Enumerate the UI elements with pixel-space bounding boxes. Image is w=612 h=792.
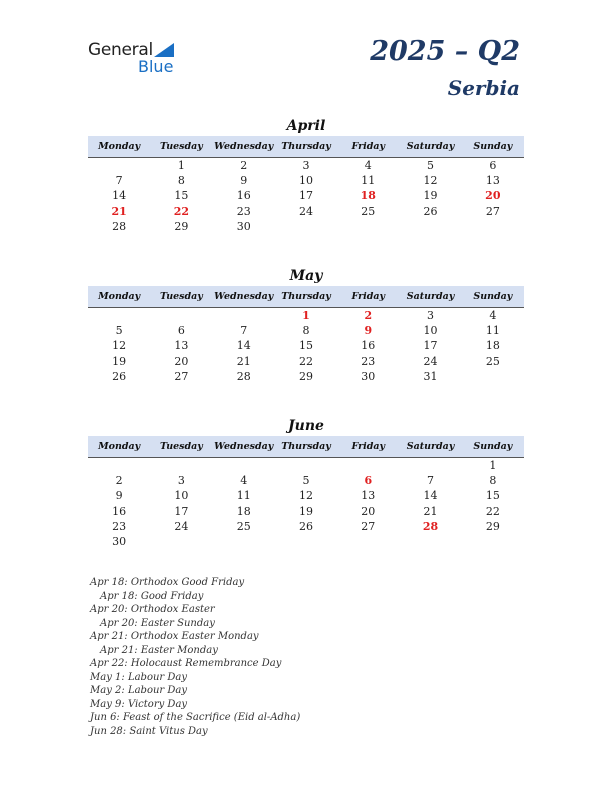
month-calendar-may (88, 266, 524, 384)
holiday-note: Apr 21: Orthodox Easter Monday (90, 631, 259, 642)
day-cell: 25 (485, 354, 500, 368)
day-cell: 26 (112, 369, 127, 383)
weekday-label: Thursday (281, 291, 331, 302)
holiday-day-cell: 6 (364, 474, 373, 488)
day-cell: 3 (427, 309, 435, 323)
weekday-label: Friday (351, 291, 386, 302)
holiday-note: Apr 22: Holocaust Remembrance Day (90, 658, 282, 669)
month-calendar-april (88, 116, 524, 234)
holiday-notes (90, 576, 490, 738)
page-title: 2025 – Q2 (370, 36, 520, 67)
logo-triangle-icon (154, 43, 174, 57)
day-cell: 7 (115, 174, 123, 188)
day-cell: 18 (236, 504, 251, 518)
holiday-note: Apr 20: Easter Sunday (100, 617, 215, 629)
day-cell: 7 (427, 474, 435, 488)
week-row (88, 219, 524, 234)
weekday-label: Wednesday (214, 141, 274, 152)
week-row (88, 158, 524, 173)
day-cell: 27 (174, 369, 189, 383)
day-cell: 11 (236, 489, 251, 503)
weekday-label: Monday (98, 291, 141, 302)
week-row (88, 519, 524, 534)
day-cell: 10 (298, 174, 313, 188)
holiday-note: Jun 6: Feast of the Sacrifice (Eid al-Adha) (90, 712, 301, 723)
holiday-note: Apr 18: Orthodox Good Friday (90, 577, 245, 588)
day-cell: 24 (298, 204, 313, 218)
day-cell: 12 (298, 489, 313, 503)
holiday-day-cell: 1 (302, 309, 310, 323)
day-cell: 30 (112, 535, 127, 549)
holiday-note: May 1: Labour Day (90, 671, 187, 683)
week-row (88, 534, 524, 549)
weekday-label: Wednesday (214, 291, 274, 302)
holiday-day-cell: 21 (111, 204, 127, 218)
day-cell: 19 (298, 504, 313, 518)
day-cell: 20 (361, 504, 376, 518)
month-name: May (289, 268, 323, 284)
weekday-label: Tuesday (160, 291, 203, 302)
holiday-note: Jun 28: Saint Vitus Day (90, 725, 208, 737)
weekday-label: Tuesday (160, 141, 203, 152)
weekday-label: Sunday (473, 441, 513, 452)
logo-text-blue: Blue (138, 57, 174, 76)
day-cell: 30 (236, 219, 251, 233)
day-cell: 28 (236, 369, 251, 383)
week-row (88, 369, 524, 384)
day-cell: 30 (361, 369, 376, 383)
day-cell: 16 (361, 339, 376, 353)
day-cell: 5 (302, 474, 310, 488)
day-cell: 20 (174, 354, 189, 368)
weekday-label: Monday (98, 441, 141, 452)
day-cell: 16 (112, 504, 127, 518)
day-cell: 7 (240, 324, 248, 338)
day-cell: 12 (112, 339, 127, 353)
day-cell: 3 (177, 474, 185, 488)
week-row (88, 354, 524, 369)
day-cell: 14 (423, 489, 438, 503)
day-cell: 25 (361, 204, 376, 218)
day-cell: 11 (361, 174, 376, 188)
day-cell: 10 (423, 324, 438, 338)
holiday-note: Apr 20: Orthodox Easter (90, 604, 215, 615)
holiday-day-cell: 28 (422, 519, 439, 533)
day-cell: 23 (361, 354, 376, 368)
day-cell: 1 (177, 159, 185, 173)
weekday-header-row (88, 436, 524, 458)
weekday-label: Saturday (406, 141, 455, 152)
day-cell: 22 (485, 504, 500, 518)
day-cell: 14 (236, 339, 251, 353)
day-cell: 1 (489, 459, 497, 473)
logo-text-general: General (88, 40, 153, 60)
day-cell: 26 (298, 519, 313, 533)
day-cell: 11 (485, 324, 500, 338)
day-cell: 23 (236, 204, 251, 218)
holiday-note: Apr 18: Good Friday (100, 590, 204, 602)
weekday-label: Wednesday (214, 441, 274, 452)
day-cell: 4 (240, 474, 248, 488)
holiday-note: May 9: Victory Day (90, 698, 188, 710)
day-cell: 24 (423, 354, 438, 368)
page-subtitle: Serbia (447, 76, 520, 100)
day-cell: 2 (115, 474, 123, 488)
day-cell: 27 (485, 204, 500, 218)
day-cell: 19 (423, 189, 438, 203)
day-cell: 17 (174, 504, 189, 518)
day-cell: 25 (236, 519, 251, 533)
day-cell: 8 (177, 174, 185, 188)
day-cell: 5 (427, 159, 435, 173)
weekday-label: Monday (98, 141, 141, 152)
week-row (88, 338, 524, 353)
day-cell: 3 (302, 159, 310, 173)
holiday-day-cell: 9 (364, 324, 373, 338)
day-cell: 16 (236, 189, 251, 203)
day-cell: 15 (174, 189, 189, 203)
week-row (88, 204, 524, 219)
week-row (88, 504, 524, 519)
day-cell: 22 (298, 354, 313, 368)
day-cell: 28 (112, 219, 127, 233)
weekday-header-row (88, 136, 524, 158)
day-cell: 15 (485, 489, 500, 503)
day-cell: 19 (112, 354, 127, 368)
day-cell: 29 (298, 369, 313, 383)
weekday-label: Friday (351, 141, 386, 152)
holiday-day-cell: 18 (360, 189, 376, 203)
holiday-day-cell: 22 (173, 204, 190, 218)
weekday-label: Friday (351, 441, 386, 452)
day-cell: 9 (115, 489, 123, 503)
day-cell: 9 (240, 174, 248, 188)
holiday-note: May 2: Labour Day (90, 685, 187, 696)
month-calendar-june (88, 416, 524, 549)
weekday-label: Thursday (281, 441, 331, 452)
weekday-label: Saturday (406, 441, 455, 452)
week-row (88, 308, 524, 323)
week-row (88, 188, 524, 203)
day-cell: 31 (423, 369, 438, 383)
day-cell: 24 (174, 519, 189, 533)
week-row (88, 173, 524, 188)
weekday-label: Tuesday (160, 441, 203, 452)
week-row (88, 473, 524, 488)
day-cell: 17 (423, 339, 438, 353)
day-cell: 12 (423, 174, 438, 188)
day-cell: 4 (364, 159, 372, 173)
day-cell: 4 (489, 309, 497, 323)
week-row (88, 488, 524, 503)
holiday-note: Apr 21: Easter Monday (100, 644, 218, 656)
day-cell: 17 (298, 189, 313, 203)
holiday-day-cell: 2 (364, 309, 373, 323)
day-cell: 26 (423, 204, 438, 218)
day-cell: 13 (361, 489, 376, 503)
week-row (88, 458, 524, 473)
day-cell: 6 (177, 324, 185, 338)
holiday-day-cell: 20 (485, 189, 501, 203)
day-cell: 23 (112, 519, 127, 533)
day-cell: 21 (236, 354, 251, 368)
day-cell: 29 (485, 519, 500, 533)
day-cell: 21 (423, 504, 438, 518)
weekday-label: Sunday (473, 141, 513, 152)
weekday-label: Saturday (406, 291, 455, 302)
day-cell: 2 (240, 159, 248, 173)
day-cell: 8 (302, 324, 310, 338)
weekday-header-row (88, 286, 524, 308)
day-cell: 29 (174, 219, 189, 233)
day-cell: 13 (485, 174, 500, 188)
day-cell: 15 (298, 339, 313, 353)
day-cell: 13 (174, 339, 189, 353)
day-cell: 5 (115, 324, 123, 338)
week-row (88, 323, 524, 338)
weekday-label: Sunday (473, 291, 513, 302)
day-cell: 18 (485, 339, 500, 353)
month-name: April (286, 118, 326, 134)
day-cell: 14 (112, 189, 127, 203)
day-cell: 27 (361, 519, 376, 533)
month-name: June (288, 418, 324, 434)
day-cell: 6 (489, 159, 497, 173)
day-cell: 10 (174, 489, 189, 503)
day-cell: 8 (489, 474, 497, 488)
weekday-label: Thursday (281, 141, 331, 152)
brand-logo (88, 40, 198, 76)
